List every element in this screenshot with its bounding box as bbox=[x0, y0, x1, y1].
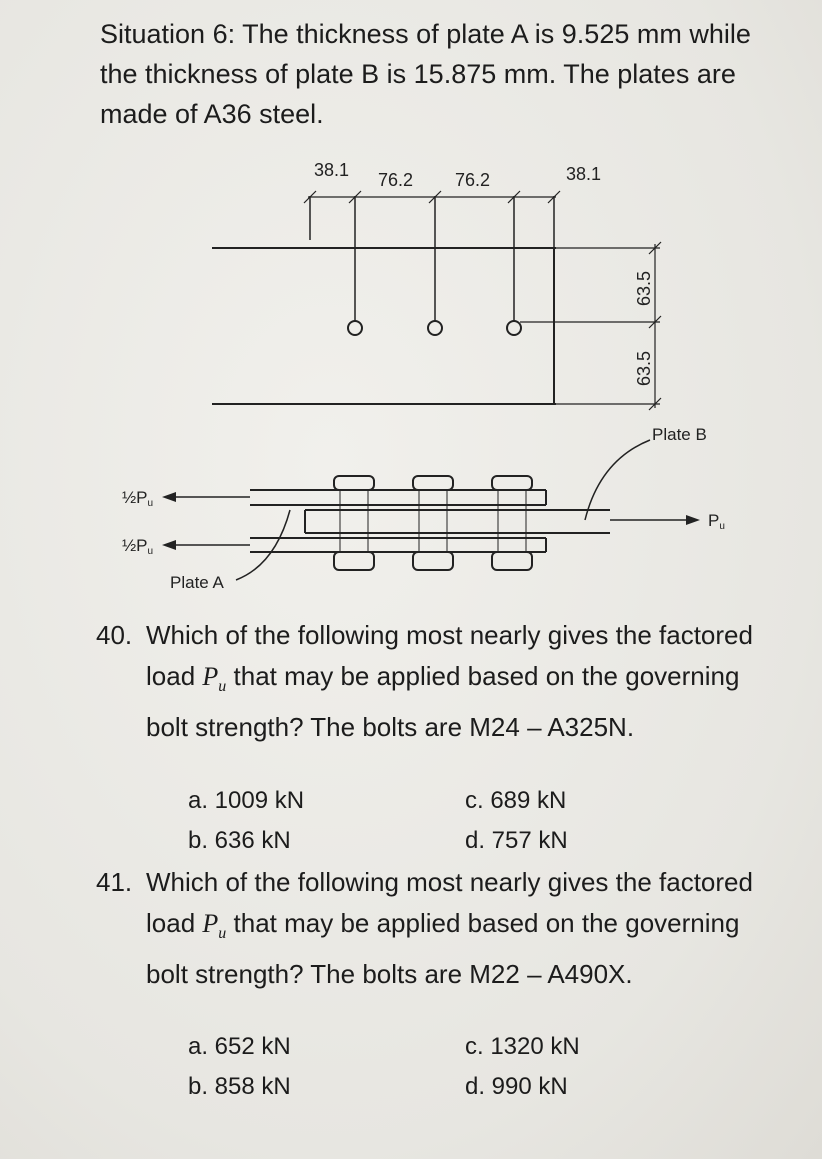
bolt-1 bbox=[334, 476, 374, 570]
question-40 bbox=[96, 615, 776, 785]
option-40-a[interactable]: a. 1009 kN bbox=[188, 787, 305, 814]
option-40-b[interactable]: b. 636 kN bbox=[188, 827, 291, 854]
bolt-3 bbox=[492, 476, 532, 570]
question-41 bbox=[96, 862, 776, 1032]
plan-view bbox=[212, 191, 661, 410]
dim-side-2: 63.5 bbox=[634, 350, 654, 386]
option-41-d[interactable]: d. 990 kN bbox=[465, 1073, 568, 1100]
plate-a-label: Plate A bbox=[170, 573, 224, 592]
situation-text: Situation 6: The thickness of plate A is 9.525 mm while the thickness of plate B is 15.875 mm. The plates are made of A36 steel. bbox=[100, 19, 751, 129]
question-text: Which of the following most nearly gives the factored load $P_u$ that may be applied based on the governing bolt strength? The bolts are M24 – A325N. bbox=[146, 620, 753, 743]
load-left-top: ½Pu bbox=[122, 488, 154, 509]
elevation-view bbox=[162, 440, 700, 580]
bolt-hole-1 bbox=[348, 321, 362, 335]
dim-pitch-1: 76.2 bbox=[378, 170, 414, 190]
bolt-2 bbox=[413, 476, 453, 570]
option-41-c[interactable]: c. 1320 kN bbox=[465, 1033, 580, 1060]
dim-pitch-2: 76.2 bbox=[455, 170, 491, 190]
plate-b-leader bbox=[585, 440, 650, 520]
bolt-hole-2 bbox=[428, 321, 442, 335]
question-text: Which of the following most nearly gives the factored load $P_u$ that may be applied based on the governing bolt strength? The bolts are M22 – A490X. bbox=[146, 867, 753, 990]
option-40-c[interactable]: c. 689 kN bbox=[465, 787, 567, 814]
dim-side-1: 63.5 bbox=[634, 270, 654, 306]
dim-edge-right: 38.1 bbox=[566, 164, 602, 184]
plate-b-label: Plate B bbox=[652, 425, 707, 444]
dim-edge-left: 38.1 bbox=[314, 160, 350, 180]
bolt-hole-3 bbox=[507, 321, 521, 335]
load-right: Pu bbox=[708, 511, 725, 532]
option-40-d[interactable]: d. 757 kN bbox=[465, 827, 568, 854]
option-41-b[interactable]: b. 858 kN bbox=[188, 1073, 291, 1100]
question-number: 40. bbox=[96, 620, 133, 650]
question-number: 41. bbox=[96, 867, 133, 897]
option-41-a[interactable]: a. 652 kN bbox=[188, 1033, 291, 1060]
load-left-bottom: ½Pu bbox=[122, 536, 154, 557]
